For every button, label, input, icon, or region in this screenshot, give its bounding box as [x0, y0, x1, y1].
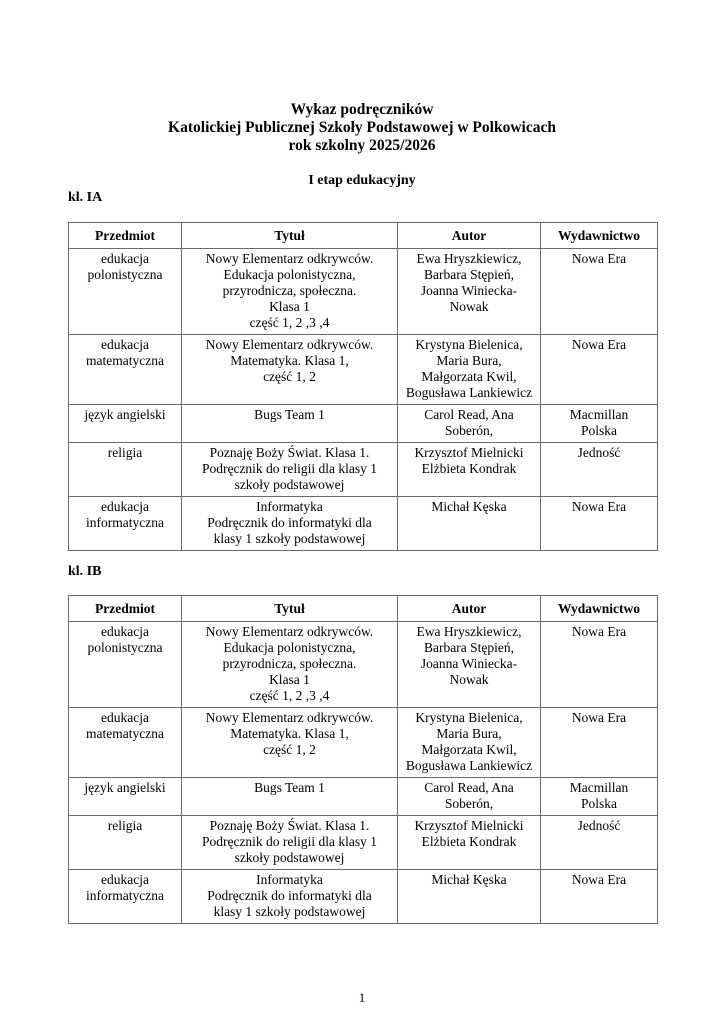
- title-cell: Nowy Elementarz odkrywców. Edukacja polonistyczna, przyrodnicza, społeczna. Klasa 1 część 1, 2 ,3 ,4: [182, 622, 398, 708]
- author-cell: Michał Kęska: [398, 870, 541, 924]
- title-cell: Poznaję Boży Świat. Klasa 1. Podręcznik do religii dla klasy 1 szkoły podstawowej: [182, 443, 398, 497]
- document-title: Wykaz podręczników: [290, 101, 434, 118]
- title-cell: Nowy Elementarz odkrywców. Matematyka. Klasa 1, część 1, 2: [182, 708, 398, 778]
- table-row: [69, 816, 658, 870]
- column-header: Wydawnictwo: [541, 596, 658, 622]
- subject-cell: edukacja informatyczna: [69, 870, 182, 924]
- author-cell: Carol Read, Ana Soberón,: [398, 405, 541, 443]
- class-label: kl. IB: [68, 564, 102, 579]
- school-name: Katolickiej Publicznej Szkoły Podstawowej w Polkowicach: [168, 119, 556, 136]
- publisher-cell: Jedność: [541, 816, 658, 870]
- page-number: 1: [358, 990, 366, 1005]
- publisher-cell: Nowa Era: [541, 708, 658, 778]
- subject-cell: edukacja informatyczna: [69, 497, 182, 551]
- table-row: [69, 335, 658, 405]
- column-header: Tytuł: [182, 596, 398, 622]
- publisher-cell: Nowa Era: [541, 335, 658, 405]
- table-row: [69, 497, 658, 551]
- column-header: Przedmiot: [69, 223, 182, 249]
- title-cell: Bugs Team 1: [182, 778, 398, 816]
- table-row: [69, 443, 658, 497]
- title-cell: Informatyka Podręcznik do informatyki dla klasy 1 szkoły podstawowej: [182, 497, 398, 551]
- title-cell: Informatyka Podręcznik do informatyki dla klasy 1 szkoły podstawowej: [182, 870, 398, 924]
- author-cell: Ewa Hryszkiewicz, Barbara Stępień, Joanna Winiecka- Nowak: [398, 622, 541, 708]
- title-cell: Bugs Team 1: [182, 405, 398, 443]
- table-row: [69, 622, 658, 708]
- column-header: Autor: [398, 596, 541, 622]
- subject-cell: edukacja matematyczna: [69, 708, 182, 778]
- publisher-cell: Nowa Era: [541, 870, 658, 924]
- table-row: [69, 778, 658, 816]
- table-row: [69, 249, 658, 335]
- table-header-row: [69, 223, 658, 249]
- author-cell: Krystyna Bielenica, Maria Bura, Małgorzata Kwil, Bogusława Lankiewicz: [398, 335, 541, 405]
- column-header: Wydawnictwo: [541, 223, 658, 249]
- table-row: [69, 870, 658, 924]
- author-cell: Krzysztof Mielnicki Elżbieta Kondrak: [398, 816, 541, 870]
- subject-cell: religia: [69, 443, 182, 497]
- subject-cell: edukacja polonistyczna: [69, 249, 182, 335]
- publisher-cell: Nowa Era: [541, 497, 658, 551]
- title-cell: Nowy Elementarz odkrywców. Matematyka. Klasa 1, część 1, 2: [182, 335, 398, 405]
- subject-cell: język angielski: [69, 778, 182, 816]
- publisher-cell: Macmillan Polska: [541, 778, 658, 816]
- column-header: Tytuł: [182, 223, 398, 249]
- table-row: [69, 708, 658, 778]
- publisher-cell: Nowa Era: [541, 249, 658, 335]
- subject-cell: edukacja polonistyczna: [69, 622, 182, 708]
- school-year: rok szkolny 2025/2026: [288, 137, 436, 154]
- author-cell: Krzysztof Mielnicki Elżbieta Kondrak: [398, 443, 541, 497]
- class-label: kl. IA: [68, 190, 103, 205]
- subject-cell: edukacja matematyczna: [69, 335, 182, 405]
- author-cell: Michał Kęska: [398, 497, 541, 551]
- publisher-cell: Nowa Era: [541, 622, 658, 708]
- table-row: [69, 405, 658, 443]
- subject-cell: język angielski: [69, 405, 182, 443]
- author-cell: Ewa Hryszkiewicz, Barbara Stępień, Joanna Winiecka- Nowak: [398, 249, 541, 335]
- author-cell: Krystyna Bielenica, Maria Bura, Małgorzata Kwil, Bogusława Lankiewicz: [398, 708, 541, 778]
- column-header: Przedmiot: [69, 596, 182, 622]
- textbook-table: [68, 222, 658, 551]
- column-header: Autor: [398, 223, 541, 249]
- subject-cell: religia: [69, 816, 182, 870]
- table-header-row: [69, 596, 658, 622]
- publisher-cell: Jedność: [541, 443, 658, 497]
- publisher-cell: Macmillan Polska: [541, 405, 658, 443]
- education-stage: I etap edukacyjny: [308, 173, 416, 188]
- textbook-table: [68, 595, 658, 924]
- author-cell: Carol Read, Ana Soberón,: [398, 778, 541, 816]
- title-cell: Poznaję Boży Świat. Klasa 1. Podręcznik do religii dla klasy 1 szkoły podstawowej: [182, 816, 398, 870]
- title-cell: Nowy Elementarz odkrywców. Edukacja polonistyczna, przyrodnicza, społeczna. Klasa 1 część 1, 2 ,3 ,4: [182, 249, 398, 335]
